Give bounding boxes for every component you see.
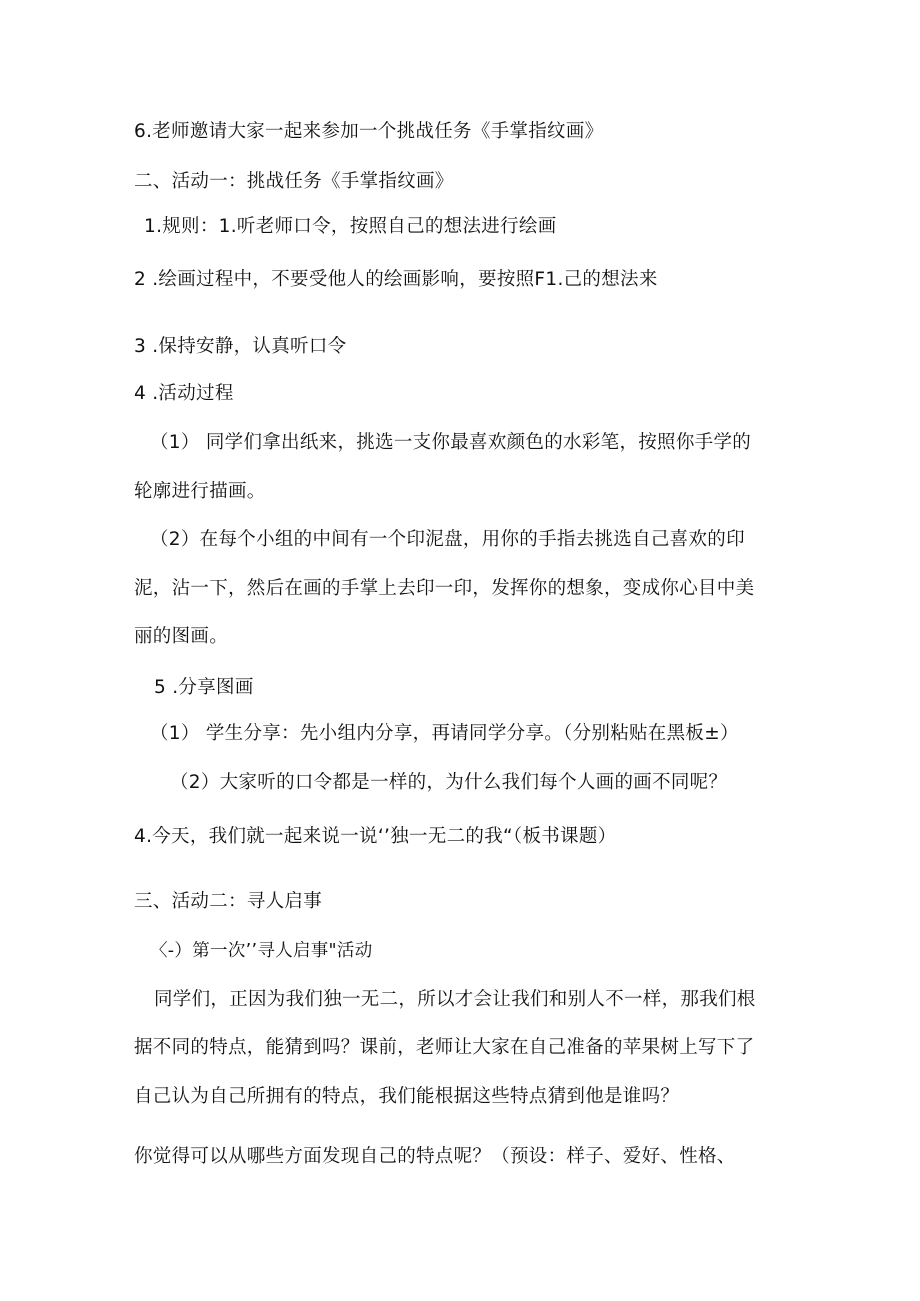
text-line: 6.老师邀请大家一起来参加一个挑战任务《手掌指纹画》 [134,121,604,142]
text-line: 泥，沾一下，然后在画的手掌上去印一印，发挥你的想象，变成你心目中美 [134,578,755,599]
text-line: 丽的图画。 [134,626,229,647]
text-line: （1） 同学们拿出纸来，挑选一支你最喜欢颜色的水彩笔，按照你手学的 [150,432,752,453]
text-line: （2）在每个小组的中间有一个印泥盘，用你的手指去挑选自己喜欢的印 [150,529,745,550]
section-heading: 二、活动一：挑战任务《手掌指纹画》 [134,171,454,192]
text-line: 1.规则：1.听老师口令，按照自己的想法进行绘画 [144,216,557,237]
section-heading: 三、活动二：寻人启事 [134,891,323,912]
text-line: 自己认为自己所拥有的特点，我们能根据这些特点猜到他是谁吗？ [134,1086,680,1107]
text-line: （2）大家听的口令都是一样的，为什么我们每个人画的画不同呢？ [170,772,728,793]
text-line: 同学们，正因为我们独一无二，所以才会让我们和别人不一样，那我们根 [154,989,756,1010]
text-line: 你觉得可以从哪些方面发现自己的特点呢？（预设：样子、爱好、性格、 [134,1146,736,1167]
text-line: 轮廓进行描画。 [134,481,266,502]
text-line: 4 .活动过程 [134,383,234,404]
text-line: 5 .分享图画 [154,677,254,698]
text-line: 据不同的特点，能猜到吗？课前，老师让大家在自己准备的苹果树上写下了 [134,1037,755,1058]
text-line: 2 .绘画过程中，不要受他人的绘画影响，要按照F1.己的想法来 [134,269,658,290]
text-line: 〈-）第一次’’寻人启事"活动 [150,941,373,961]
text-line: （1） 学生分享：先小组内分享，再请同学分享。（分别粘贴在黑板±） [150,723,739,744]
text-line: 4.今天，我们就一起来说一说‘’独一无二的我“（板书课题） [134,826,617,847]
text-line: 3 .保持安静，认真听口令 [134,336,347,357]
